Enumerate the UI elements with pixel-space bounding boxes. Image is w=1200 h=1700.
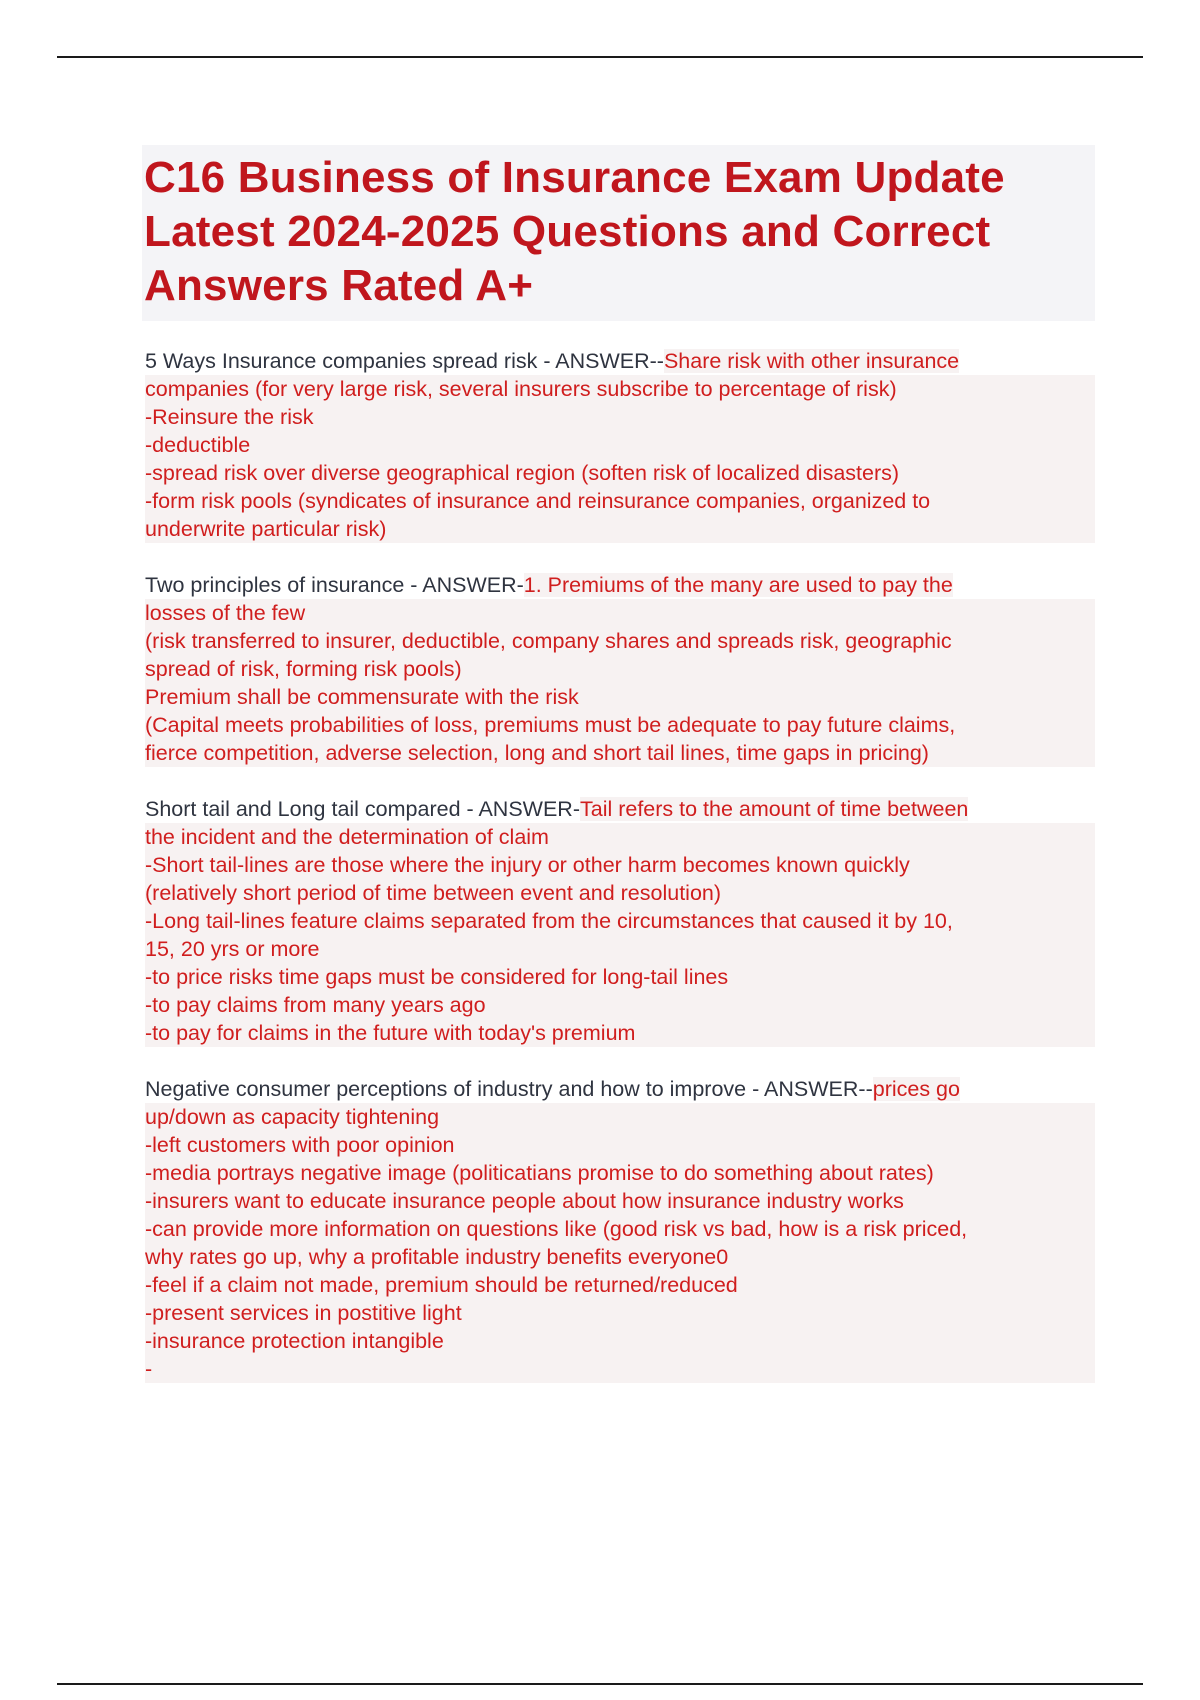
- question-text: Two principles of insurance - ANSWER-: [145, 573, 524, 597]
- answer-line: up/down as capacity tightening: [145, 1103, 1095, 1131]
- question-text: Negative consumer perceptions of industry and how to improve - ANSWER--: [145, 1077, 873, 1101]
- answer-line: -insurers want to educate insurance people about how insurance industry works: [145, 1187, 1095, 1215]
- answer-line: underwrite particular risk): [145, 515, 1095, 543]
- title-line: Latest 2024-2025 Questions and Correct: [144, 207, 991, 256]
- answer-line: fierce competition, adverse selection, long and short tail lines, time gaps in pricing): [145, 739, 1095, 767]
- answer-line: -to price risks time gaps must be considered for long-tail lines: [145, 963, 1095, 991]
- title-block: [142, 145, 1095, 321]
- answer-line: (risk transferred to insurer, deductible, company shares and spreads risk, geographic: [145, 627, 1095, 655]
- answer-line: -left customers with poor opinion: [145, 1131, 1095, 1159]
- answer-line: Premium shall be commensurate with the risk: [145, 683, 1095, 711]
- answer-line: -media portrays negative image (politicatians promise to do something about rates): [145, 1159, 1095, 1187]
- answer-line: -spread risk over diverse geographical region (soften risk of localized disasters): [145, 459, 1095, 487]
- qa-item: [145, 571, 1095, 767]
- answer-line: -can provide more information on questions like (good risk vs bad, how is a risk priced,: [145, 1215, 1095, 1243]
- answer-line: -form risk pools (syndicates of insurance and reinsurance companies, organized to: [145, 487, 1095, 515]
- header-rule: [57, 56, 1143, 58]
- answer-line: -insurance protection intangible: [145, 1327, 1095, 1355]
- answer-line: losses of the few: [145, 599, 1095, 627]
- answer-line: -deductible: [145, 431, 1095, 459]
- answer-text: prices go: [872, 1077, 960, 1101]
- qa-item: [145, 347, 1095, 543]
- answer-line: -Reinsure the risk: [145, 403, 1095, 431]
- answer-line: -Short tail-lines are those where the injury or other harm becomes known quickly: [145, 851, 1095, 879]
- question-text: Short tail and Long tail compared - ANSWER-: [145, 797, 580, 821]
- answer-line: -present services in postitive light: [145, 1299, 1095, 1327]
- answer-line: -feel if a claim not made, premium should be returned/reduced: [145, 1271, 1095, 1299]
- qa-item: [145, 1075, 1095, 1383]
- answer-line: -to pay claims from many years ago: [145, 991, 1095, 1019]
- answer-text: 1. Premiums of the many are used to pay the: [523, 573, 953, 597]
- answer-line: -Long tail-lines feature claims separated from the circumstances that caused it by 10,: [145, 907, 1095, 935]
- answer-line: (relatively short period of time between event and resolution): [145, 879, 1095, 907]
- answer-line: the incident and the determination of claim: [145, 823, 1095, 851]
- answer-line: spread of risk, forming risk pools): [145, 655, 1095, 683]
- answer-text: Tail refers to the amount of time between: [579, 797, 969, 821]
- answer-line: (Capital meets probabilities of loss, premiums must be adequate to pay future claims,: [145, 711, 1095, 739]
- title-line: C16 Business of Insurance Exam Update: [144, 153, 1005, 202]
- answer-line: 15, 20 yrs or more: [145, 935, 1095, 963]
- answer-text: Share risk with other insurance: [663, 349, 960, 373]
- question-text: 5 Ways Insurance companies spread risk - ANSWER--: [145, 349, 664, 373]
- answer-line: why rates go up, why a profitable industry benefits everyone0: [145, 1243, 1095, 1271]
- answer-line: companies (for very large risk, several insurers subscribe to percentage of risk): [145, 375, 1095, 403]
- footer-rule: [57, 1683, 1143, 1685]
- document-title: [144, 151, 1091, 313]
- answer-line: -: [145, 1355, 1095, 1383]
- answer-line: -to pay for claims in the future with today's premium: [145, 1019, 1095, 1047]
- document-body: [145, 145, 1095, 1383]
- title-line: Answers Rated A+: [144, 261, 534, 310]
- qa-item: [145, 795, 1095, 1047]
